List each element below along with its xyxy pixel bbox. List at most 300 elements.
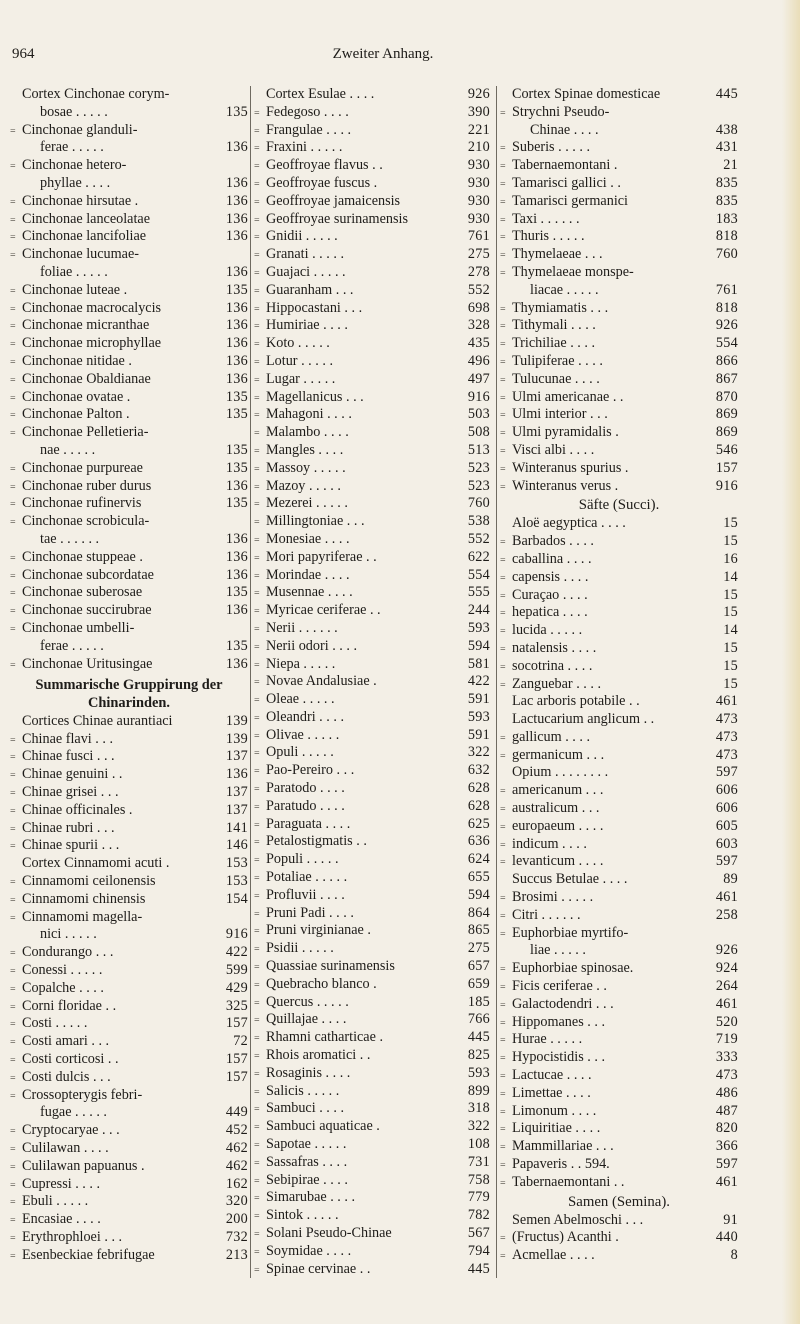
entry-label: Cinchonae subcordatae: [22, 566, 154, 583]
index-entry: [254, 1118, 490, 1136]
index-entry: [254, 940, 490, 958]
ditto-mark: =: [254, 1086, 260, 1098]
ditto-mark: =: [500, 537, 506, 549]
index-entry: [254, 193, 490, 211]
index-entry: [500, 424, 738, 442]
index-entry: [500, 1156, 738, 1174]
entry-label: Cinchonae microphyllae: [22, 335, 162, 352]
page-reference: 15: [723, 604, 738, 621]
ditto-mark: =: [254, 926, 260, 938]
ditto-mark: =: [254, 125, 260, 137]
entry-label: Crossopterygis febri-: [22, 1086, 143, 1103]
entry-label: Oleae . . . . .: [266, 691, 335, 708]
index-entry: [254, 958, 490, 976]
index-entry: [254, 1243, 490, 1261]
ditto-mark: =: [254, 730, 260, 742]
page-reference: 513: [467, 441, 490, 458]
entry-label: Cinchonae suberosae: [22, 584, 143, 601]
index-entry: [500, 853, 738, 871]
entry-label: Costi . . . . .: [22, 1015, 88, 1032]
index-entry: [254, 1172, 490, 1190]
entry-label: Magellanicus . . .: [266, 388, 364, 405]
ditto-mark: =: [254, 481, 260, 493]
entry-label: Lotur . . . . .: [266, 352, 333, 369]
ditto-mark: =: [500, 481, 506, 493]
ditto-mark: =: [10, 392, 16, 404]
page-reference: 591: [467, 691, 490, 708]
ditto-mark: =: [254, 1157, 260, 1169]
entry-label: Guajaci . . . . .: [266, 263, 346, 280]
page-reference: 599: [225, 962, 248, 979]
ditto-mark: =: [500, 804, 506, 816]
page-reference: 136: [225, 228, 248, 245]
page-reference: 523: [467, 459, 490, 476]
ditto-mark: =: [500, 445, 506, 457]
ditto-mark: =: [10, 552, 16, 564]
page-reference: 818: [715, 299, 738, 316]
entry-label: ferae . . . . .: [40, 139, 104, 156]
index-entry: [254, 1154, 490, 1172]
page-reference: 322: [467, 744, 490, 761]
section-heading: Säfte (Succi).: [578, 497, 660, 514]
section-heading: Chinarinden.: [88, 695, 170, 712]
ditto-mark: =: [500, 1071, 506, 1083]
ditto-mark: =: [254, 1051, 260, 1063]
page-reference: 435: [467, 335, 490, 352]
index-entry: [254, 1083, 490, 1101]
page-reference: 523: [467, 477, 490, 494]
ditto-mark: =: [500, 679, 506, 691]
index-entry: [10, 460, 248, 478]
index-column-2: [254, 86, 490, 1278]
page-reference: 137: [225, 784, 248, 801]
index-entry: [10, 1176, 248, 1194]
page-reference: 731: [467, 1153, 490, 1170]
page-reference: 452: [225, 1122, 248, 1139]
index-entry: [10, 873, 248, 891]
index-entry: [500, 676, 738, 694]
entry-label: Cortex Esulae . . . .: [266, 86, 375, 102]
entry-label: Solani Pseudo-Chinae: [266, 1225, 392, 1241]
entry-label: Mezerei . . . . .: [266, 495, 348, 512]
index-entry: [500, 551, 738, 569]
index-entry: [10, 424, 248, 442]
entry-label: Succus Betulae . . . .: [512, 871, 628, 888]
entry-label: Paratodo . . . .: [266, 780, 345, 797]
page-reference: 926: [467, 86, 490, 102]
entry-label: Koto . . . . .: [266, 335, 330, 352]
entry-label: Curaçao . . . .: [512, 586, 588, 603]
entry-label: Chinae fusci . . .: [22, 748, 115, 765]
entry-label: Cinchonae purpureae: [22, 459, 143, 476]
ditto-mark: =: [10, 659, 16, 671]
entry-label: nici . . . . .: [40, 926, 97, 943]
index-entry: [254, 798, 490, 816]
page-reference: 782: [467, 1207, 490, 1224]
entry-label: Mammillariae . . .: [512, 1138, 614, 1155]
entry-label: Citri . . . . . .: [512, 906, 581, 923]
page-reference: 930: [467, 174, 490, 191]
ditto-mark: =: [254, 1264, 260, 1276]
entry-label: Pruni Padi . . . .: [266, 904, 354, 921]
index-entry: [254, 228, 490, 246]
index-entry: [10, 1211, 248, 1229]
ditto-mark: =: [500, 374, 506, 386]
index-entry: [500, 587, 738, 605]
entry-label: Paraguata . . . .: [266, 815, 351, 832]
ditto-mark: =: [254, 303, 260, 315]
entry-label: Tithymali . . . .: [512, 317, 596, 334]
ditto-mark: =: [10, 321, 16, 333]
page-reference: 15: [723, 586, 738, 603]
entry-label: Cinnamomi chinensis: [22, 890, 146, 907]
page-reference: 135: [225, 103, 248, 120]
page-reference: 864: [467, 904, 490, 921]
page-reference: 632: [467, 762, 490, 779]
entry-label: Quassiae surinamensis: [266, 958, 395, 975]
entry-label: Cinchonae lucumae-: [22, 246, 139, 263]
entry-label: capensis . . . .: [512, 568, 589, 585]
index-entry: [500, 836, 738, 854]
index-entry: [10, 944, 248, 962]
page-reference: 758: [467, 1171, 490, 1188]
entry-label: Sambuci aquaticae .: [266, 1118, 380, 1135]
page-reference: 136: [225, 602, 248, 619]
ditto-mark: =: [254, 392, 260, 404]
ditto-mark: =: [500, 643, 506, 655]
page-edge-shading: [782, 0, 800, 1324]
page-reference: 137: [225, 801, 248, 818]
ditto-mark: =: [500, 1106, 506, 1118]
index-entry: [10, 104, 248, 122]
index-entry: [254, 584, 490, 602]
page-reference: 818: [715, 228, 738, 245]
ditto-mark: =: [254, 1122, 260, 1134]
index-entry: [10, 1051, 248, 1069]
entry-label: Esenbeckiae febrifugae: [22, 1246, 155, 1263]
index-entry: [10, 638, 248, 656]
index-entry: [500, 942, 738, 960]
index-entry: [254, 780, 490, 798]
page-reference: 554: [715, 335, 738, 352]
page-reference: 136: [225, 335, 248, 352]
index-entry: [254, 1100, 490, 1118]
entry-label: Thymelaeae . . .: [512, 246, 603, 263]
entry-label: Mori papyriferae . .: [266, 548, 377, 565]
entry-label: Cinchonae stuppeae .: [22, 548, 143, 565]
index-entry: [10, 620, 248, 638]
ditto-mark: =: [500, 590, 506, 602]
entry-label: australicum . . .: [512, 800, 600, 817]
index-entry: [500, 157, 738, 175]
index-entry: [500, 193, 738, 211]
entry-label: Conessi . . . . .: [22, 962, 103, 979]
index-entry: [500, 1212, 738, 1230]
ditto-mark: =: [254, 890, 260, 902]
ditto-mark: =: [10, 1233, 16, 1244]
page-reference: 866: [715, 352, 738, 369]
page-reference: 732: [225, 1229, 248, 1245]
ditto-mark: =: [10, 214, 16, 226]
entry-label: Chinae flavi . . .: [22, 730, 114, 747]
ditto-mark: =: [10, 877, 16, 889]
page-reference: 930: [467, 157, 490, 174]
page-reference: 625: [467, 815, 490, 832]
entry-label: Cinchonae nitidae .: [22, 352, 132, 369]
ditto-mark: =: [254, 463, 260, 475]
index-entry: [10, 193, 248, 211]
page-reference: 930: [467, 210, 490, 227]
page-reference: 183: [715, 210, 738, 227]
page-reference: 869: [715, 424, 738, 441]
entry-label: Cupressi . . . .: [22, 1175, 101, 1192]
page-reference: 135: [225, 637, 248, 654]
entry-label: Niepa . . . . .: [266, 655, 336, 672]
section-heading: Samen (Semina).: [568, 1193, 670, 1210]
ditto-mark: =: [500, 964, 506, 976]
index-entry: [10, 371, 248, 389]
index-entry: [10, 531, 248, 549]
page-reference: 760: [467, 495, 490, 512]
entry-label: Aloë aegyptica . . . .: [512, 515, 626, 532]
index-entry: [500, 1120, 738, 1138]
page-reference: 162: [225, 1175, 248, 1192]
page-reference: 185: [467, 993, 490, 1010]
ditto-mark: =: [254, 1015, 260, 1027]
entry-label: Liquiritiae . . . .: [512, 1120, 601, 1137]
page-reference: 698: [467, 299, 490, 316]
index-entry: [10, 1015, 248, 1033]
ditto-mark: =: [500, 999, 506, 1011]
index-entry: [500, 729, 738, 747]
ditto-mark: =: [10, 912, 16, 924]
page-reference: 108: [467, 1136, 490, 1153]
index-entry: [500, 1031, 738, 1049]
ditto-mark: =: [254, 178, 260, 190]
entry-label: Granati . . . . .: [266, 246, 345, 263]
page-reference: 318: [467, 1100, 490, 1117]
index-entry: [254, 460, 490, 478]
page-reference: 461: [715, 693, 738, 710]
page-reference: 136: [225, 139, 248, 156]
index-entry: [10, 406, 248, 424]
page-reference: 628: [467, 797, 490, 814]
ditto-mark: =: [10, 788, 16, 800]
page-reference: 136: [225, 370, 248, 387]
entry-label: Cinchonae Uritusingae: [22, 655, 153, 672]
index-entry: [500, 925, 738, 943]
ditto-mark: =: [500, 554, 506, 566]
entry-label: Mahagoni . . . .: [266, 406, 352, 423]
index-entry: [500, 406, 738, 424]
index-entry: [500, 569, 738, 587]
page-reference: 14: [723, 622, 738, 639]
ditto-mark: =: [254, 321, 260, 333]
page-reference: 275: [467, 940, 490, 957]
page-reference: 496: [467, 352, 490, 369]
index-column-1: [10, 86, 248, 1265]
ditto-mark: =: [254, 499, 260, 511]
page-reference: 503: [467, 406, 490, 423]
page-reference: 15: [723, 675, 738, 692]
ditto-mark: =: [254, 232, 260, 244]
index-entry: [10, 495, 248, 513]
index-entry: [10, 513, 248, 531]
entry-label: ferae . . . . .: [40, 637, 104, 654]
ditto-mark: =: [10, 196, 16, 208]
index-entry: [254, 1136, 490, 1154]
ditto-mark: =: [10, 823, 16, 835]
index-entry: [10, 926, 248, 944]
page-reference: 21: [723, 157, 738, 174]
ditto-mark: =: [500, 1088, 506, 1100]
index-entry: [254, 1189, 490, 1207]
ditto-mark: =: [10, 1161, 16, 1173]
ditto-mark: =: [10, 428, 16, 440]
entry-label: Hurae . . . . .: [512, 1031, 583, 1048]
page-reference: 141: [225, 819, 248, 836]
entry-label: Ebuli . . . . .: [22, 1193, 89, 1210]
entry-label: Nerii odori . . . .: [266, 637, 358, 654]
ditto-mark: =: [500, 250, 506, 262]
index-entry: [254, 371, 490, 389]
page-reference: 157: [715, 459, 738, 476]
entry-label: Cinchonae lancifoliae: [22, 228, 147, 245]
entry-label: hepatica . . . .: [512, 604, 588, 621]
entry-label: Culilawan papuanus .: [22, 1157, 145, 1174]
entry-label: Rhois aromatici . .: [266, 1047, 371, 1064]
page-reference: 462: [225, 1157, 248, 1174]
ditto-mark: =: [254, 944, 260, 956]
page-reference: 486: [715, 1084, 738, 1101]
entry-label: Ulmi americanae . .: [512, 388, 624, 405]
entry-label: Quillajae . . . .: [266, 1011, 347, 1028]
index-entry: [500, 1247, 738, 1265]
page-reference: 825: [467, 1047, 490, 1064]
index-entry: [500, 282, 738, 300]
ditto-mark: =: [500, 608, 506, 620]
page-reference: 593: [467, 619, 490, 636]
entry-label: Geoffroyae jamaicensis: [266, 192, 401, 209]
index-entry: [254, 139, 490, 157]
ditto-mark: =: [254, 1104, 260, 1116]
entry-label: Cinchonae succirubrae: [22, 602, 152, 619]
entry-label: Sapotae . . . . .: [266, 1136, 347, 1153]
index-entry: [10, 1033, 248, 1051]
ditto-mark: =: [10, 1019, 16, 1031]
page-reference: 154: [225, 890, 248, 907]
entry-label: Lactucae . . . .: [512, 1067, 592, 1084]
ditto-mark: =: [254, 410, 260, 422]
index-entry: [254, 549, 490, 567]
ditto-mark: =: [10, 285, 16, 297]
ditto-mark: =: [10, 734, 16, 746]
ditto-mark: =: [254, 1175, 260, 1187]
entry-label: Populi . . . . .: [266, 851, 339, 868]
index-entry: [10, 909, 248, 927]
page-reference: 445: [715, 86, 738, 102]
ditto-mark: =: [500, 232, 506, 244]
entry-label: Costi corticosi . .: [22, 1051, 119, 1068]
page-reference: 594: [467, 886, 490, 903]
page-reference: 366: [715, 1138, 738, 1155]
page-reference: 157: [225, 1068, 248, 1085]
ditto-mark: =: [254, 819, 260, 831]
entry-label: Simarubae . . . .: [266, 1189, 356, 1206]
ditto-mark: =: [500, 1142, 506, 1154]
index-entry: [500, 246, 738, 264]
ditto-mark: =: [10, 1037, 16, 1049]
page-reference: 157: [225, 1051, 248, 1068]
index-entry: [10, 175, 248, 193]
index-entry: [500, 800, 738, 818]
entry-label: Profluvii . . . .: [266, 886, 345, 903]
entry-label: Tabernaemontani . .: [512, 1173, 625, 1190]
index-entry: [10, 713, 248, 731]
page-reference: 136: [225, 530, 248, 547]
column-divider: [496, 86, 497, 1278]
index-entry: [10, 998, 248, 1016]
ditto-mark: =: [10, 983, 16, 995]
ditto-mark: =: [500, 143, 506, 155]
page-reference: 473: [715, 746, 738, 763]
index-entry: [500, 1085, 738, 1103]
index-entry: [254, 175, 490, 193]
index-entry: [10, 442, 248, 460]
index-entry: [500, 175, 738, 193]
entry-label: Cortices Chinae aurantiaci: [22, 712, 173, 729]
index-entry: [500, 1049, 738, 1067]
entry-label: Encasiae . . . .: [22, 1211, 101, 1228]
ditto-mark: =: [10, 1215, 16, 1227]
index-entry: [500, 104, 738, 122]
entry-label: Millingtoniae . . .: [266, 513, 365, 530]
index-entry: [500, 1174, 738, 1192]
entry-label: Sambuci . . . .: [266, 1100, 345, 1117]
page-reference: 135: [225, 281, 248, 298]
entry-label: Strychni Pseudo-: [512, 103, 610, 120]
index-entry: [500, 711, 738, 729]
entry-label: Cinchonae luteae .: [22, 281, 128, 298]
index-entry: [10, 891, 248, 909]
ditto-mark: =: [10, 805, 16, 817]
entry-label: Cinchonae Pelletieria-: [22, 424, 149, 441]
index-entry: [10, 1122, 248, 1140]
index-entry: [254, 1029, 490, 1047]
page-reference: 136: [225, 566, 248, 583]
ditto-mark: =: [500, 303, 506, 315]
ditto-mark: =: [254, 1068, 260, 1080]
entry-label: Cinchonae hirsutae .: [22, 192, 139, 209]
index-entry: [500, 371, 738, 389]
entry-label: Fedegoso . . . .: [266, 103, 349, 120]
entry-label: Hippocastani . . .: [266, 299, 363, 316]
entry-label: Chinae spurii . . .: [22, 837, 120, 854]
page-reference: 869: [715, 406, 738, 423]
index-entry: [254, 513, 490, 531]
index-entry: [254, 887, 490, 905]
index-entry: [500, 1103, 738, 1121]
page-reference: 15: [723, 533, 738, 550]
index-entry: [254, 656, 490, 674]
index-entry: [10, 1247, 248, 1265]
entry-label: socotrina . . . .: [512, 657, 593, 674]
index-entry: [10, 122, 248, 140]
entry-label: Oleandri . . . .: [266, 708, 345, 725]
index-entry: [254, 104, 490, 122]
entry-label: Quercus . . . . .: [266, 993, 349, 1010]
ditto-mark: =: [500, 161, 506, 173]
